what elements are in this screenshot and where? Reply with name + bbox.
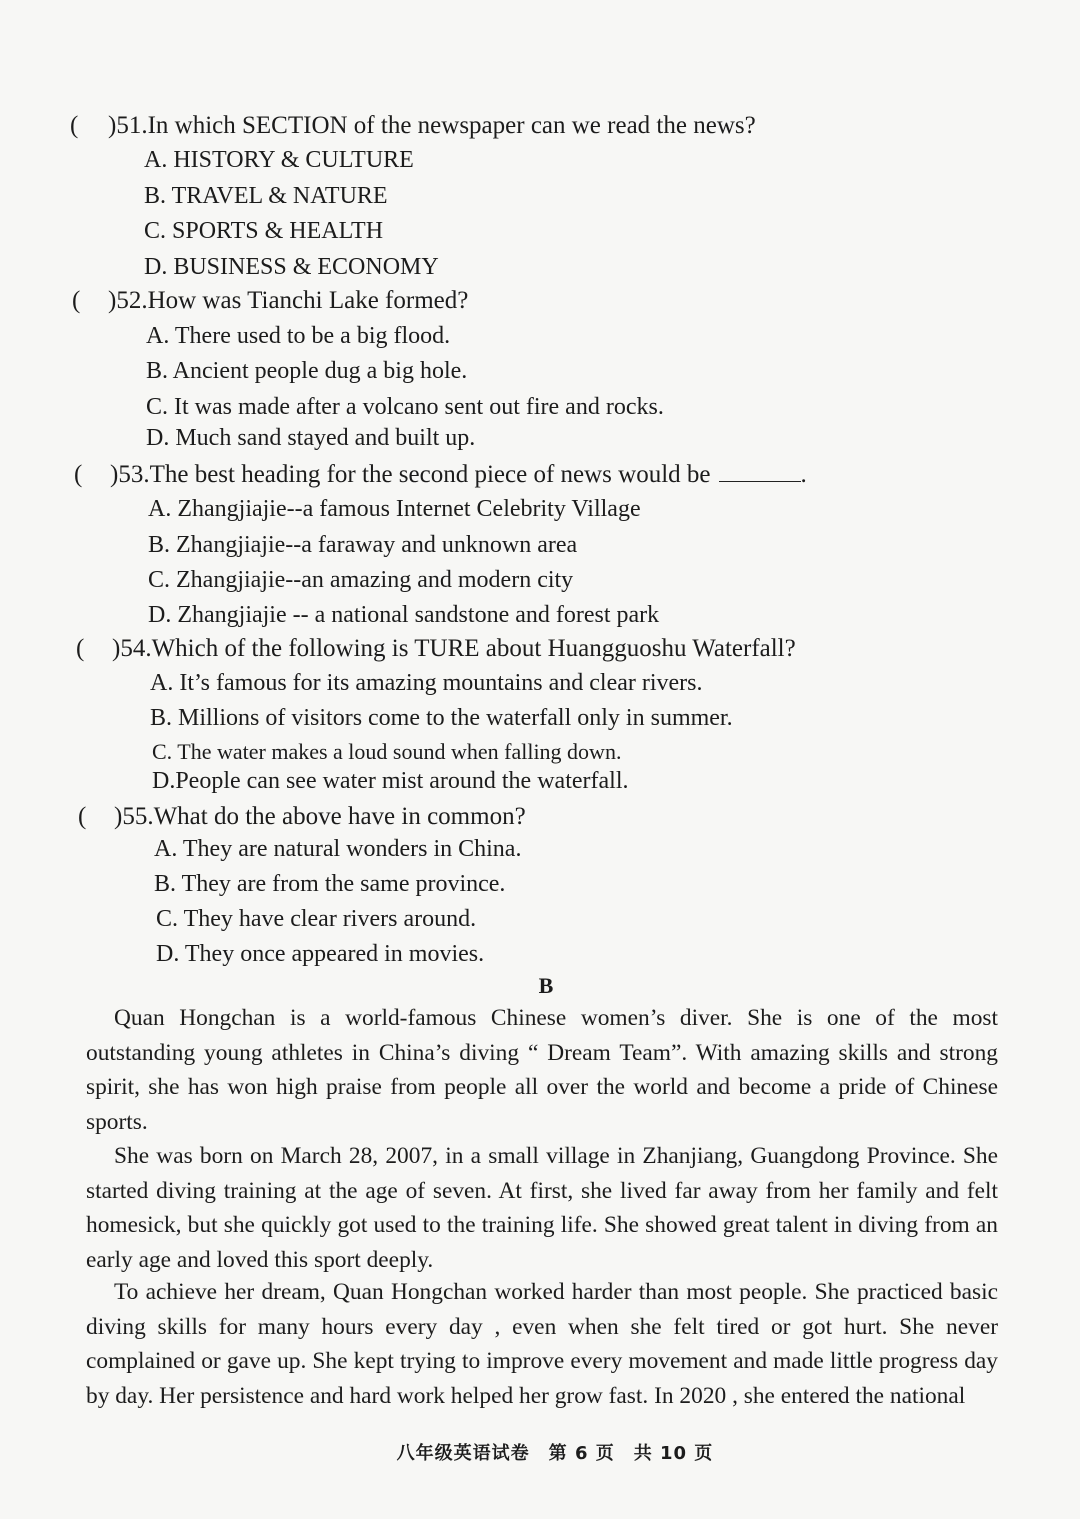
- paragraph-text: To achieve her dream, Quan Hongchan worked harder than most people. She practiced basic diving skills for many hours every day , even when she felt tired or got hurt. She never complained or gave up. She kept trying to improve every movement and made little progress day by day. Her persistence and hard work helped her grow fast. In 2020 , she entered the national: [86, 1279, 998, 1409]
- answer-paren[interactable]: (: [76, 635, 85, 662]
- question-stem-text: )53.The best heading for the second piece of news would be: [110, 461, 711, 488]
- option-d: D. BUSINESS & ECONOMY: [144, 254, 439, 280]
- option-d: D.People can see water mist around the waterfall.: [152, 768, 629, 794]
- option-d: D. Much sand stayed and built up.: [146, 425, 476, 451]
- option-b: B. Ancient people dug a big hole.: [146, 358, 468, 384]
- option-b: B. Millions of visitors come to the waterfall only in summer.: [150, 705, 733, 731]
- option-c: C. The water makes a loud sound when falling down.: [152, 739, 622, 764]
- option-d: D. They once appeared in movies.: [156, 941, 485, 967]
- question-stem: )55.What do the above have in common?: [114, 803, 526, 830]
- option-c: C. Zhangjiajie--an amazing and modern city: [148, 567, 574, 593]
- option-c: C. It was made after a volcano sent out fire and rocks.: [146, 394, 664, 420]
- passage-paragraph-2: [86, 1139, 998, 1277]
- option-b: B. They are from the same province.: [154, 871, 506, 897]
- answer-paren[interactable]: (: [72, 287, 81, 314]
- answer-blank[interactable]: [719, 461, 801, 482]
- section-title: B: [538, 973, 554, 998]
- option-b: B. Zhangjiajie--a faraway and unknown area: [148, 532, 578, 558]
- option-a: A. There used to be a big flood.: [146, 323, 451, 349]
- passage-paragraph-3: [86, 1275, 998, 1413]
- answer-paren[interactable]: (: [74, 461, 83, 488]
- question-stem: )54.Which of the following is TURE about Huangguoshu Waterfall?: [112, 635, 796, 662]
- stem-end: .: [800, 461, 807, 488]
- paragraph-text: She was born on March 28, 2007, in a small village in Zhanjiang, Guangdong Province. She started diving training at the age of seven. At first, she lived far away from her family and felt homesick, but she quickly got used to the training life. She showed great talent in diving from an early age and loved this sport deeply.: [86, 1143, 998, 1273]
- question-stem: )51.In which SECTION of the newspaper can we read the news?: [108, 112, 756, 139]
- option-a: A. They are natural wonders in China.: [154, 836, 522, 862]
- option-c: C. SPORTS & HEALTH: [144, 218, 384, 244]
- question-stem: [110, 460, 807, 490]
- option-a: A. Zhangjiajie--a famous Internet Celebrity Village: [148, 496, 641, 522]
- option-a: A. HISTORY & CULTURE: [144, 147, 414, 173]
- option-c: C. They have clear rivers around.: [156, 906, 477, 932]
- answer-paren[interactable]: (: [70, 112, 79, 139]
- option-d: D. Zhangjiajie -- a national sandstone and forest park: [148, 602, 660, 628]
- answer-paren[interactable]: (: [78, 803, 87, 830]
- question-stem: )52.How was Tianchi Lake formed?: [108, 287, 469, 314]
- passage-paragraph-1: [86, 1001, 998, 1139]
- page-footer: 八年级英语试卷 第 6 页 共 10 页: [396, 1443, 714, 1464]
- option-b: B. TRAVEL & NATURE: [144, 183, 388, 209]
- paragraph-text: Quan Hongchan is a world-famous Chinese women’s diver. She is one of the most outstanding young athletes in China’s diving “ Dream Team”. With amazing skills and strong spirit, she has won high praise from people all over the world and become a pride of Chinese sports.: [86, 1005, 998, 1135]
- option-a: A. It’s famous for its amazing mountains and clear rivers.: [150, 670, 703, 696]
